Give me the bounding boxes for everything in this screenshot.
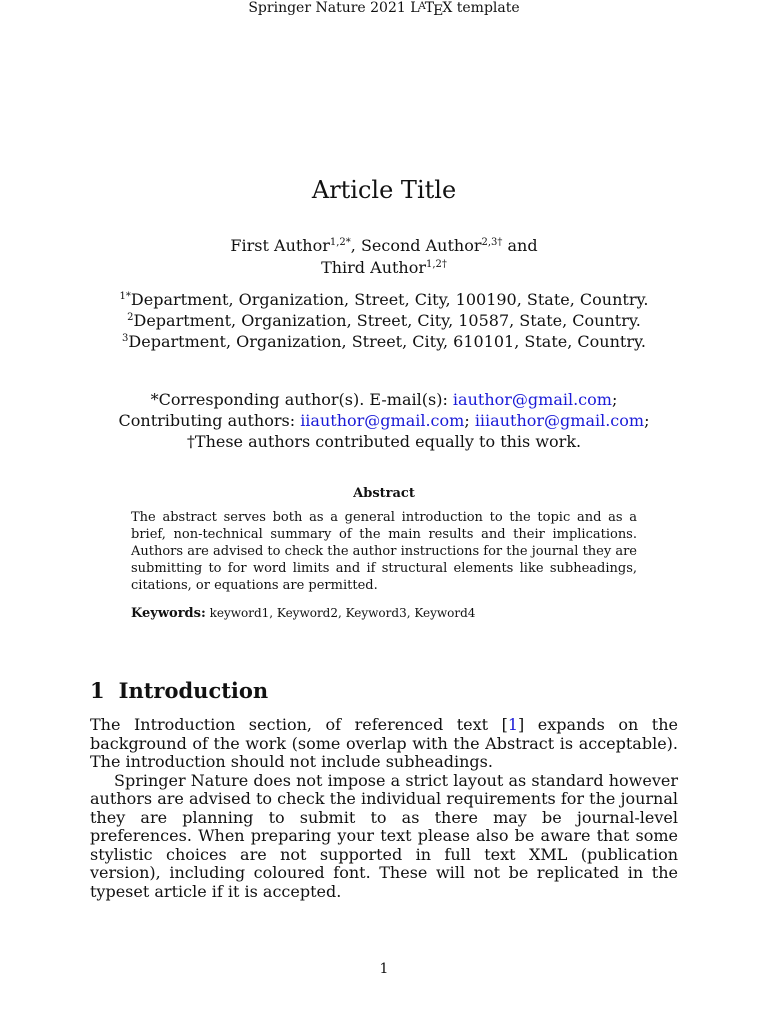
running-head: Springer Nature 2021 $L^ATEX$ template xyxy=(248,0,520,19)
author-line-1: First Author$^{1,2*}$, Second Author$^{2,3\dagger}$ and xyxy=(230,236,538,255)
author-first: First Author xyxy=(230,236,330,255)
section-title: Introduction xyxy=(118,678,269,703)
equal-contribution-note: †These authors contributed equally to this work. xyxy=(186,432,582,451)
corresponding-author-line: *Corresponding author(s). E-mail(s): iauthor@gmail.com; xyxy=(150,390,618,409)
page-number: 1 xyxy=(379,961,389,977)
article-title: Article Title xyxy=(311,176,457,204)
keywords-label: Keywords: xyxy=(131,606,206,621)
affiliation-1: $^{1*}$Department, Organization, Street, City, 100190, State, Country. xyxy=(119,290,649,309)
introduction-body xyxy=(90,716,678,901)
abstract-text: The abstract serves both as a general introduction to the topic and as a brief, non-technical summary of the main results and their implications. Authors are advised to check the author instructions for the journal they are submitting to for word limits and if structural elements like subheadings, citations, or equations are permitted. xyxy=(131,510,637,593)
author-list xyxy=(0,235,768,279)
author-third: Third Author xyxy=(321,258,427,277)
latex-logo: $L^ATEX$ xyxy=(410,0,453,19)
correspondence-block xyxy=(0,389,768,452)
contributing-authors-line: Contributing authors: iiauthor@gmail.com; iiiauthor@gmail.com; xyxy=(118,411,650,430)
corresponding-email-link[interactable]: iauthor@gmail.com xyxy=(452,390,612,409)
affiliation-3: $^3$Department, Organization, Street, City, 610101, State, Country. xyxy=(122,332,646,351)
contributing-email-link-1[interactable]: iiauthor@gmail.com xyxy=(300,411,465,430)
affiliation-2: $^2$Department, Organization, Street, City, 10587, State, Country. xyxy=(127,311,641,330)
affiliations xyxy=(0,289,768,352)
section-number: 1 xyxy=(90,678,105,703)
section-heading xyxy=(90,678,268,703)
author-line-2: Third Author$^{1,2\dagger}$ xyxy=(321,258,447,277)
intro-paragraph-2: Springer Nature does not impose a strict layout as standard however authors are advised to check the individual requirements for the journal they are planning to submit to as there may be journal-level preferences. When preparing your text please also be aware that some stylistic choices are not supported in full text XML (publication version), including coloured font. These will not be replicated in the typeset article if it is accepted. xyxy=(90,770,678,901)
abstract-heading: Abstract xyxy=(353,486,415,501)
citation-link[interactable]: 1 xyxy=(507,715,519,734)
keywords-line xyxy=(131,606,637,621)
contributing-email-link-2[interactable]: iiiauthor@gmail.com xyxy=(474,411,645,430)
keywords-values: keyword1, Keyword2, Keyword3, Keyword4 xyxy=(209,606,476,620)
author-second: Second Author xyxy=(360,236,482,255)
intro-paragraph-1: The Introduction section, of referenced text [1] expands on the background of the work (some overlap with the Abstract is acceptable). The introduction should not include subheadings. xyxy=(90,715,679,771)
